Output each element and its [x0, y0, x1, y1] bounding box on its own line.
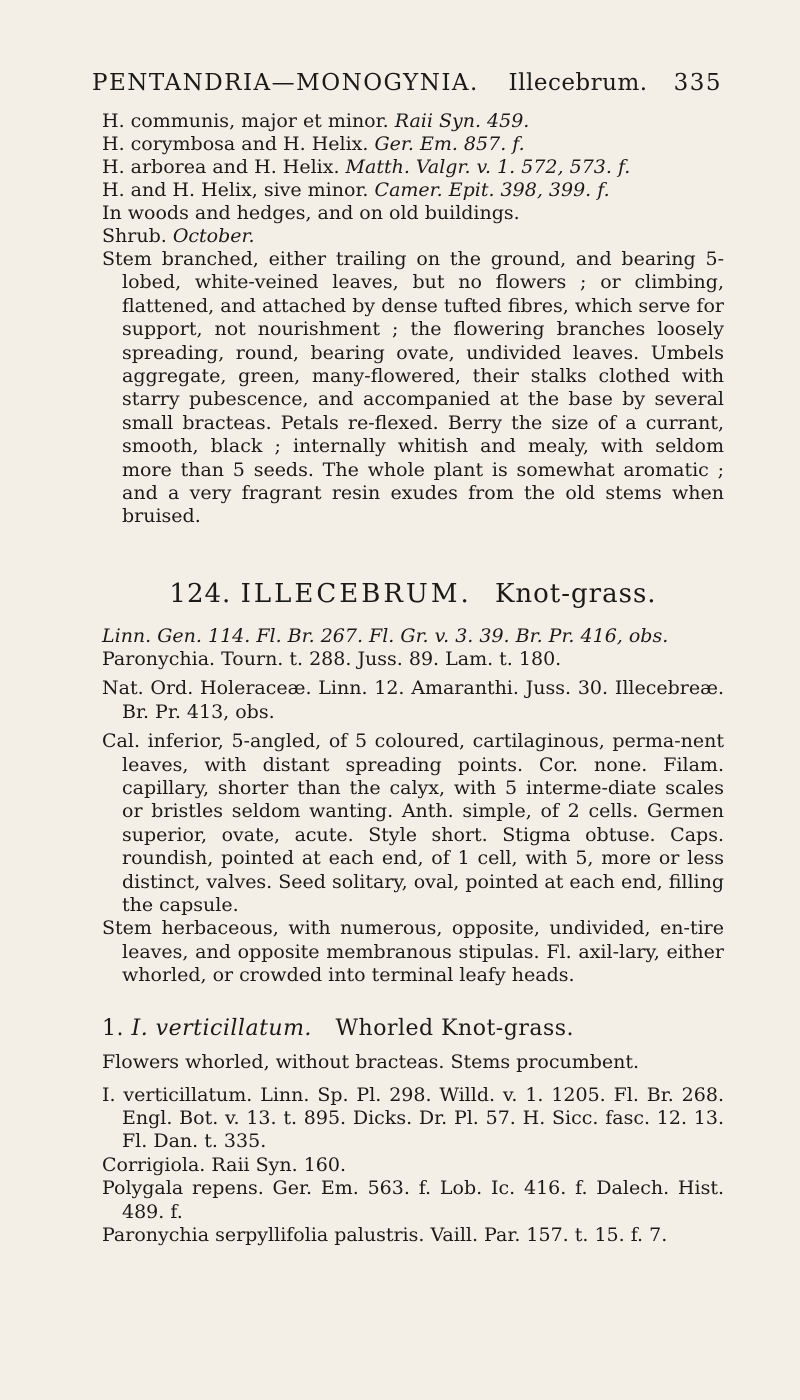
species-synonym: Paronychia serpyllifolia palustris. Vaill. Par. 157. t. 15. f. 7. [102, 1224, 668, 1246]
synonym-line: H. arborea and H. Helix. Matth. Valgr. v. 1. 572, 573. f. [102, 156, 631, 178]
species-synonym: I. verticillatum. Linn. Sp. Pl. 298. Willd. v. 1. 1205. Fl. Br. 268. Engl. Bot. v. 13. t. 895. Dicks. Dr. Pl. 57. H. Sicc. fasc. 12. 13. Fl. Dan. t. 335. [102, 1083, 724, 1153]
habitat-text: In woods and hedges, and on old buildings. [102, 202, 520, 224]
species-synonym: Polygala repens. Ger. Em. 563. f. Lob. Ic. 416. f. Dalech. Hist. 489. f. [102, 1177, 724, 1223]
species-synonym-list [102, 1084, 724, 1248]
synonym-list-top [102, 110, 724, 202]
synonym-line: H. and H. Helix, sive minor. Camer. Epit. 398, 399. f. [102, 179, 610, 201]
genus-references-tournefort: Paronychia. Tourn. t. 288. Juss. 89. Lam. t. 180. [102, 648, 562, 671]
natural-order: Nat. Ord. Holeraceæ. Linn. 12. Amaranthi. Juss. 30. Illecebreæ. Br. Pr. 413, obs. [102, 677, 724, 723]
synonym-line: H. communis, major et minor. Raii Syn. 459. [102, 110, 530, 132]
running-header [92, 70, 722, 96]
page-content [102, 110, 724, 1247]
header-title: PENTANDRIA—MONOGYNIA. [92, 70, 479, 96]
genus-references-linnaeus: Linn. Gen. 114. Fl. Br. 267. Fl. Gr. v. 3. 39. Br. Pr. 416, obs. [102, 624, 669, 647]
description-paragraph: Stem branched, either trailing on the ground, and bearing 5-lobed, white-veined leaves, but no flowers ; or climbing, flattened, and attached by dense tufted fibres, which serve for support, not nourishment ; the flowering branches loosely spreading, round, bearing ovate, undivided leaves. Umbels aggregate, green, many-flowered, their stalks clothed with starry pubescence, and accompanied at the base by several small bracteas. Petals re-flexed. Berry the size of a currant, smooth, black ; internally whitish and mealy, with seldom more than 5 seeds. The whole plant is somewhat aromatic ; and a very fragrant resin exudes from the old stems when bruised. [102, 248, 724, 528]
genus-heading: 124. ILLECEBRUM. Knot-grass. [169, 578, 657, 609]
page-number: 335 [673, 70, 722, 96]
species-diagnosis: Flowers whorled, without bracteas. Stems procumbent. [102, 1050, 640, 1073]
species-heading: 1. I. verticillatum. Whorled Knot-grass. [102, 1015, 575, 1041]
synonym-line: H. corymbosa and H. Helix. Ger. Em. 857. f. [102, 133, 525, 155]
species-synonym: Corrigiola. Raii Syn. 160. [102, 1153, 347, 1176]
habit-line: Shrub. October. [102, 225, 255, 247]
generic-character: Cal. inferior, 5-angled, of 5 coloured, cartilaginous, perma-nent leaves, with distant spreading points. Cor. none. Filam. capillary, shorter than the calyx, with 5 interme-diate scales or bristles seldom wanting. Anth. simple, of 2 cells. Germen superior, ovate, acute. Style short. Stigma obtuse. Caps. roundish, pointed at each end, of 1 cell, with 5, more or less distinct, valves. Seed solitary, oval, pointed at each end, filling the capsule. [102, 730, 724, 916]
header-genus: Illecebrum. [508, 70, 648, 96]
generic-stem-character: Stem herbaceous, with numerous, opposite, undivided, en-tire leaves, and opposite membranous stipulas. Fl. axil-lary, either whorled, or crowded into terminal leafy heads. [102, 917, 724, 987]
